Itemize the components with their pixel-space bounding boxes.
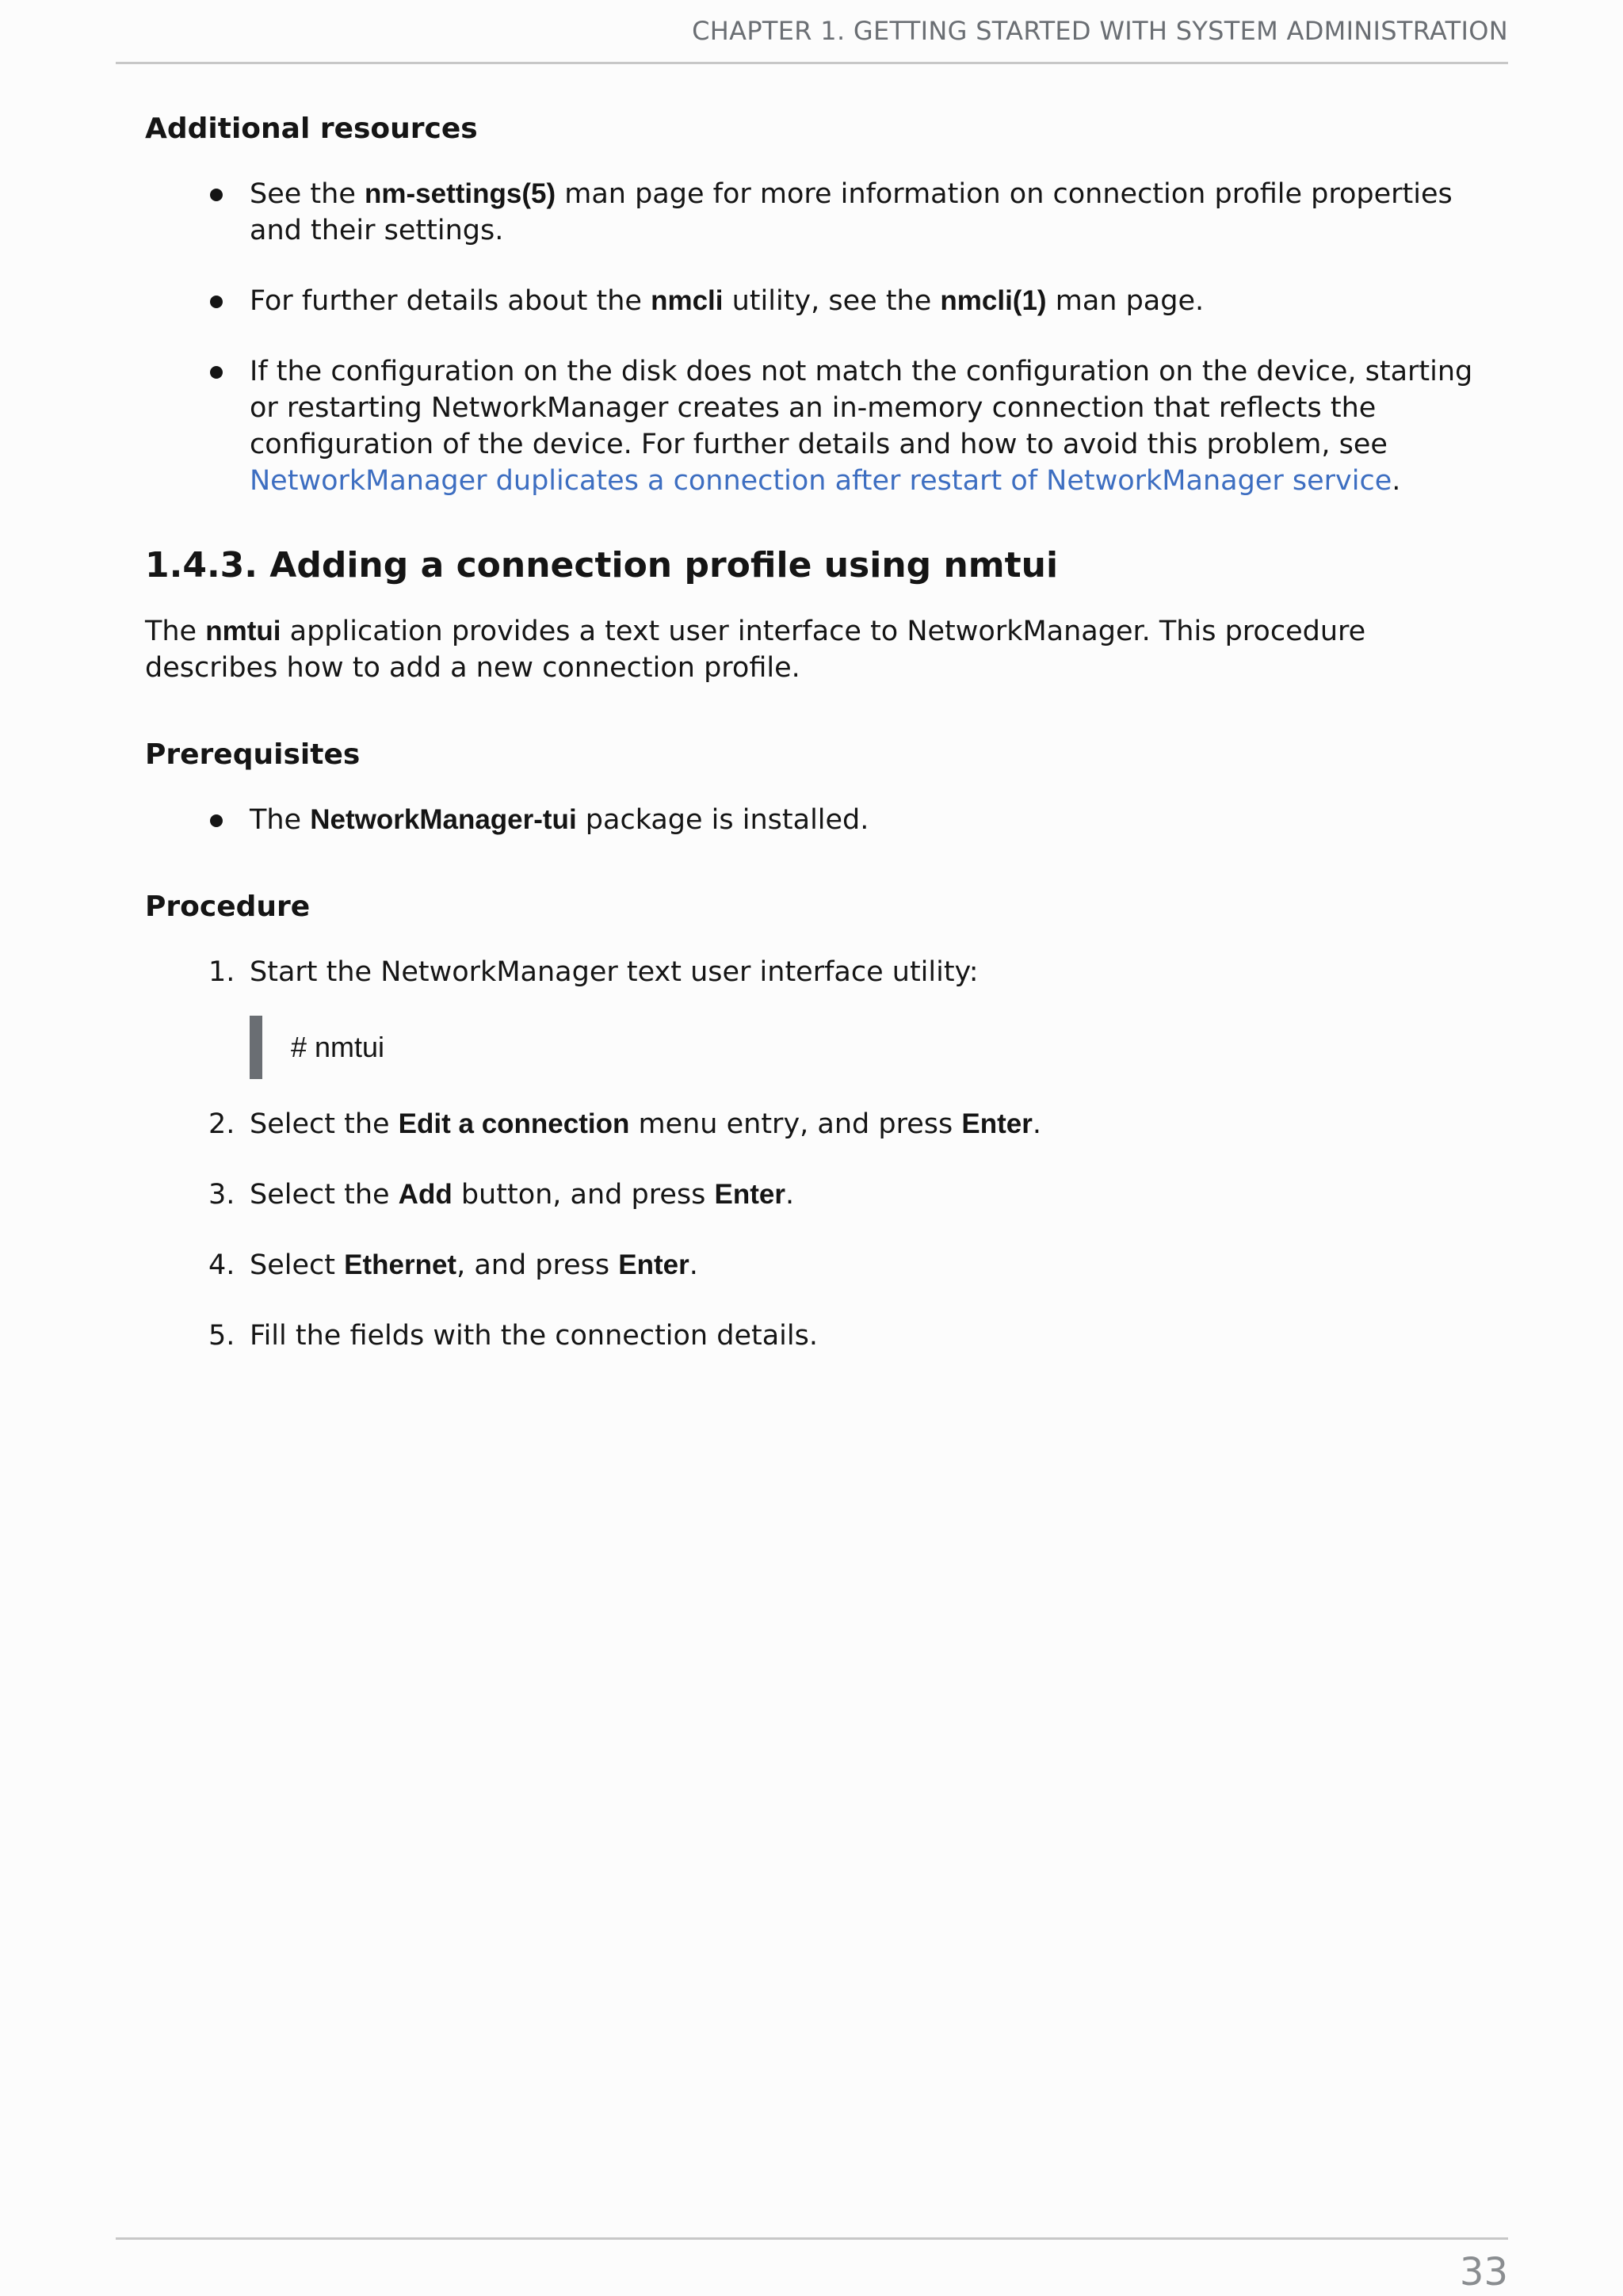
prerequisites-heading: Prerequisites xyxy=(145,738,361,771)
item-text: For further details about the xyxy=(250,285,651,317)
step-text: menu entry, and press xyxy=(629,1108,962,1140)
step-text: . xyxy=(689,1249,698,1281)
step-text: Select the xyxy=(250,1108,399,1140)
page-number: 33 xyxy=(1459,2250,1508,2294)
intro-text: The xyxy=(145,616,206,647)
section-title: 1.4.3. Adding a connection profile using nmtui xyxy=(145,545,1059,585)
prerequisites-list xyxy=(145,802,1480,838)
step-number: 2. xyxy=(208,1108,235,1140)
man-page-reference: nmcli(1) xyxy=(940,285,1047,316)
item-text: man page. xyxy=(1046,285,1205,317)
list-item xyxy=(145,353,1480,499)
step-number: 4. xyxy=(208,1249,235,1281)
item-text: . xyxy=(1392,465,1401,497)
key-name: Enter xyxy=(618,1249,689,1280)
step-text: button, and press xyxy=(452,1179,715,1211)
man-page-reference: nm-settings(5) xyxy=(364,178,556,209)
section-intro xyxy=(145,613,1480,686)
procedure-steps xyxy=(145,1106,1480,1354)
header-divider xyxy=(116,62,1508,64)
code-command: # nmtui xyxy=(291,1031,385,1063)
list-item xyxy=(145,176,1480,249)
step-number: 1. xyxy=(208,956,235,988)
procedure-step xyxy=(145,1318,1480,1354)
utility-name: nmcli xyxy=(651,285,724,316)
code-block xyxy=(250,1016,1480,1079)
step-text: , and press xyxy=(456,1249,619,1281)
connection-type-name: Ethernet xyxy=(344,1249,457,1280)
item-text: If the configuration on the disk does not match the configuration on the device, starting or restarting NetworkManager creates an in-memory connection that reflects the configuration of the device. For further details and how to avoid this problem, see xyxy=(250,356,1473,460)
procedure-steps xyxy=(145,954,1480,990)
item-text: See the xyxy=(250,178,365,210)
nmtui-name: nmtui xyxy=(205,616,281,646)
step-text: Fill the fields with the connection details. xyxy=(250,1320,818,1352)
procedure-step xyxy=(145,954,1480,990)
item-text: package is installed. xyxy=(576,804,869,836)
networkmanager-duplicates-link[interactable]: NetworkManager duplicates a connection after restart of NetworkManager service xyxy=(250,465,1392,497)
chapter-header: CHAPTER 1. GETTING STARTED WITH SYSTEM ADMINISTRATION xyxy=(692,16,1508,46)
procedure-heading: Procedure xyxy=(145,891,311,923)
step-text: Start the NetworkManager text user interface utility: xyxy=(250,956,979,988)
button-name: Add xyxy=(398,1179,453,1210)
menu-entry-name: Edit a connection xyxy=(398,1108,630,1139)
step-number: 3. xyxy=(208,1179,235,1211)
procedure-step xyxy=(145,1247,1480,1283)
package-name: NetworkManager-tui xyxy=(310,804,577,835)
footer-divider xyxy=(116,2237,1508,2240)
list-item xyxy=(145,802,1480,838)
additional-resources-heading: Additional resources xyxy=(145,113,478,145)
additional-resources-list xyxy=(145,176,1480,499)
intro-text: application provides a text user interface to NetworkManager. This procedure describes how to add a new connection profile. xyxy=(145,616,1366,684)
page-content xyxy=(145,111,1480,1354)
step-text: . xyxy=(785,1179,795,1211)
list-item xyxy=(145,283,1480,319)
procedure-step xyxy=(145,1106,1480,1142)
item-text: man page for more information on connection profile properties and their settings. xyxy=(250,178,1453,246)
step-text: Select xyxy=(250,1249,345,1281)
step-text: . xyxy=(1032,1108,1041,1140)
key-name: Enter xyxy=(714,1179,785,1210)
step-number: 5. xyxy=(208,1320,235,1352)
step-text: Select the xyxy=(250,1179,399,1211)
procedure-step xyxy=(145,1177,1480,1213)
item-text: The xyxy=(250,804,311,836)
item-text: utility, see the xyxy=(723,285,941,317)
key-name: Enter xyxy=(961,1108,1033,1139)
